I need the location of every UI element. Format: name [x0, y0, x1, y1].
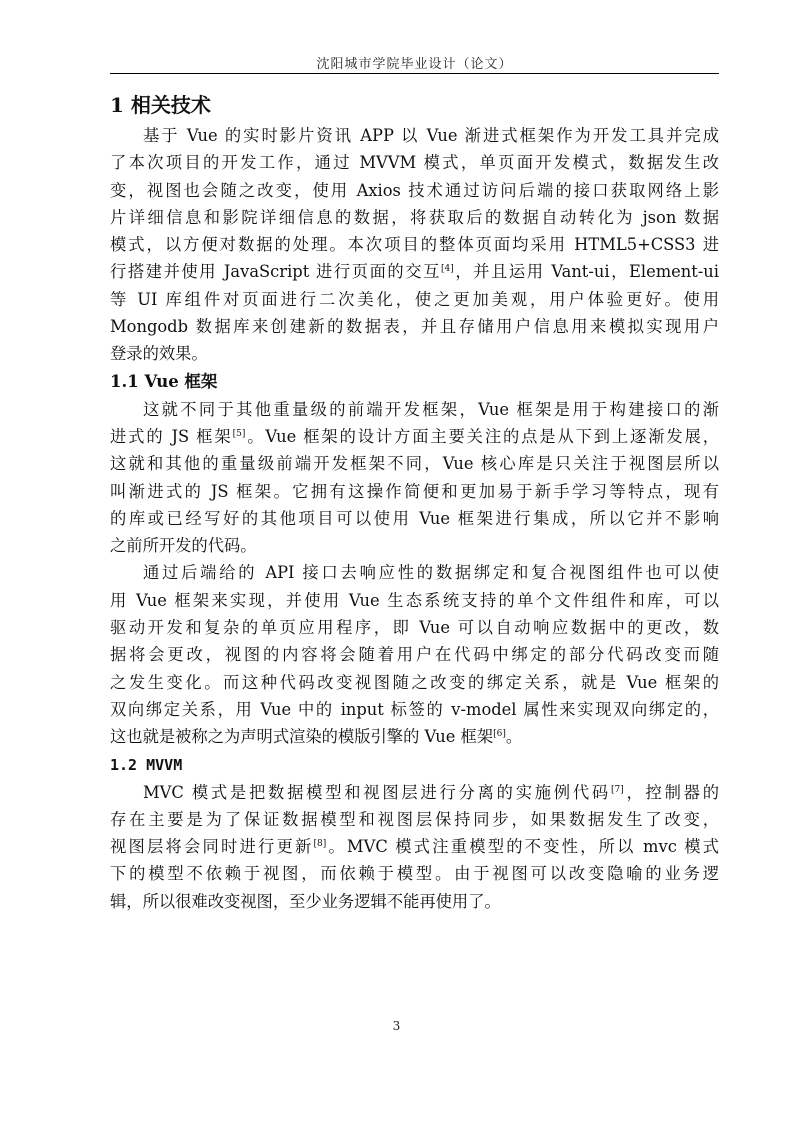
text-line: 双向绑定关系，用 Vue 中的 input 标签的 v-model 属性来实现双向绑定的，: [110, 699, 719, 719]
text-line: 这就不同于其他重量级的前端开发框架，Vue 框架是用于构建接口的渐: [143, 399, 719, 419]
section-heading-1: 1 相关技术: [110, 93, 211, 117]
paragraph: [110, 779, 719, 915]
text-line: 下的模型不依赖于视图，而依赖于模型。由于视图可以改变隐喻的业务逻: [110, 864, 719, 884]
text-line: 行搭建并使用 JavaScript 进行页面的交互[4]，并且运用 Vant-ui，Element-ui: [110, 262, 719, 282]
text-line: 基于 Vue 的实时影片资讯 APP 以 Vue 渐进式框架作为开发工具并完成: [143, 126, 719, 145]
document-body: [110, 88, 719, 915]
text-line: 之前所开发的代码。: [110, 536, 257, 556]
text-line: 这就和其他的重量级前端开发框架不同，Vue 核心库是只关注于视图层所以: [110, 454, 719, 474]
text-line: 片详细信息和影院详细信息的数据，将获取后的数据自动转化为 json 数据: [110, 207, 719, 227]
text-line: 据将会更改，视图的内容将会随着用户在代码中绑定的部分代码改变而随: [110, 645, 719, 665]
citation-ref: [7]: [610, 784, 624, 795]
text-line: 的库或已经写好的其他项目可以使用 Vue 框架进行集成，所以它并不影响: [110, 508, 719, 528]
text-line: 登录的效果。: [110, 344, 208, 364]
paragraph: [110, 122, 719, 368]
text-line: 进式的 JS 框架[5]。Vue 框架的设计方面主要关注的点是从下到上逐渐发展，: [110, 426, 719, 446]
text-line: 之发生变化。而这种代码改变视图随之改变的绑定关系，就是 Vue 框架的: [110, 672, 719, 692]
citation-ref: [4]: [441, 264, 454, 275]
citation-ref: [6]: [493, 729, 506, 740]
text-line: 了本次项目的开发工作，通过 MVVM 模式，单页面开发模式，数据发生改: [110, 153, 719, 173]
text-line: 驱动开发和复杂的单页应用程序，即 Vue 可以自动响应数据中的更改，数: [110, 618, 719, 638]
text-line: Mongodb 数据库来创建新的数据表，并且存储用户信息用来模拟实现用户: [110, 317, 719, 337]
citation-ref: [5]: [232, 428, 246, 439]
page-number: 3: [392, 1019, 401, 1033]
text-line: 变，视图也会随之改变，使用 Axios 技术通过访问后端的接口获取网络上影: [110, 180, 719, 200]
text-line: MVC 模式是把数据模型和视图层进行分离的实施例代码[7]，控制器的: [143, 782, 719, 802]
text-line: 这也就是被称之为声明式渲染的模版引擎的 Vue 框架[6]。: [110, 727, 523, 747]
section-heading-1-1: 1.1 Vue 框架: [110, 371, 218, 391]
text-line: 模式，以方便对数据的处理。本次项目的整体页面均采用 HTML5+CSS3 进: [110, 235, 719, 255]
paragraph: [110, 396, 719, 560]
text-line: 存在主要是为了保证数据模型和视图层保持同步，如果数据发生了改变，: [110, 809, 719, 829]
text-line: 叫渐进式的 JS 框架。它拥有这操作简便和更加易于新手学习等特点，现有: [110, 481, 719, 501]
header-rule: [110, 73, 719, 74]
paragraph: [110, 559, 719, 750]
text-line: 等 UI 库组件对页面进行二次美化，使之更加美观，用户体验更好。使用: [110, 289, 719, 309]
citation-ref: [8]: [313, 839, 327, 850]
text-line: 用 Vue 框架来实现，并使用 Vue 生态系统支持的单个文件组件和库，可以: [110, 590, 719, 610]
section-heading-1-2: 1.2 MVVM: [110, 755, 183, 774]
text-line: 辑，所以很难改变视图，至少业务逻辑不能再使用了。: [110, 891, 501, 911]
text-line: 视图层将会同时进行更新[8]。MVC 模式注重模型的不变性，所以 mvc 模式: [110, 837, 719, 857]
text-line: 通过后端给的 API 接口去响应性的数据绑定和复合视图组件也可以使: [143, 563, 719, 583]
page-header: 沈阳城市学院毕业设计（论文）: [316, 57, 513, 72]
